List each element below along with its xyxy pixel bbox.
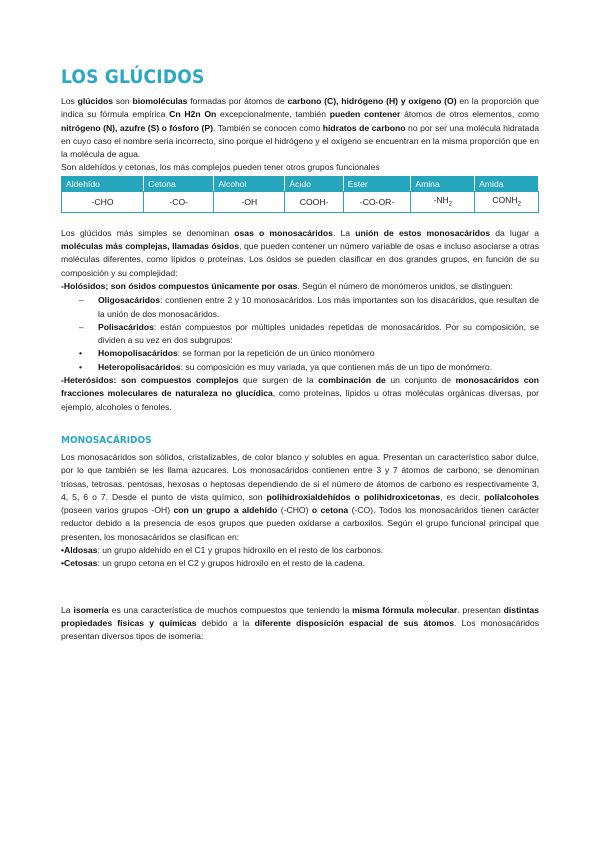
list-item	[98, 294, 539, 321]
bold-text: moléculas más complejas, llamadas ósidos	[61, 241, 240, 252]
osas-paragraph	[61, 227, 539, 280]
table-header-row	[62, 176, 539, 191]
text: es una característica de muchos compuestos que teniendo la	[108, 604, 353, 615]
text: átomos de otros elementos, como	[400, 109, 539, 120]
table-header: Alcohol	[214, 176, 285, 191]
text: que surgen de la	[238, 375, 319, 386]
table-header: Ácido	[285, 176, 343, 191]
text: Los	[61, 96, 78, 106]
text: : se forman por la repetición de un único monómero	[177, 348, 375, 359]
text: : su composición es muy variada, ya que contienen más de un tipo de monómero.	[180, 361, 493, 372]
cell-text: CONH	[492, 195, 518, 206]
bold-text: nitrógeno (N), azufre (S) o fósforo (P)	[61, 122, 213, 133]
text: , como proteínas, lípidos u otras moléculas orgánicas diversas, por ejemplo, alcoholes o fenoles.	[61, 388, 539, 412]
isomeria-paragraph	[61, 604, 539, 644]
table-cell: -CHO	[62, 191, 144, 212]
heterosidos-paragraph	[61, 374, 539, 414]
table-header: Aldehído	[62, 176, 144, 191]
text: : están compuestos por múltiples unidades repetidas de monosacáridos. Por su composición, se dividen a su vez en dos subgrupos:	[98, 321, 539, 346]
text: : un grupo aldehido en el C1 y grupos hidroxilo en el resto de los carbonos.	[97, 545, 384, 556]
text: (poseen varios grupos -OH)	[61, 505, 174, 516]
text: da lugar a	[490, 227, 539, 238]
bold-text: diferente disposición espacial de sus átomos	[254, 617, 455, 628]
bold-text: glúcidos	[77, 96, 114, 106]
table-header: Amina	[411, 176, 475, 191]
list-item	[98, 347, 539, 360]
monosacaridos-paragraph	[61, 451, 539, 544]
text: (-CHO)	[277, 505, 312, 516]
text: excepcionalmente, también	[216, 109, 330, 120]
polysaccharide-list	[61, 294, 539, 374]
table-header: Cetona	[144, 176, 214, 191]
cetosas-line	[61, 557, 539, 570]
table-header: Amida	[475, 176, 539, 191]
text: son	[113, 96, 133, 106]
text: . Los monosacáridos presentan diversos tipos de isomeria:	[61, 617, 539, 642]
cell-text: -NH	[433, 195, 449, 206]
text: no por ser una molécula hidratada en cuyo caso el nombre seria incorrecto, sino porque el hidrógeno y el oxígeno se encuentran en la misma proporción que en la molécula de agua.	[61, 122, 540, 160]
bold-text: con un grupo a aldehído	[173, 505, 278, 516]
bold-text: -Heterósidos: son compuestos complejos	[61, 375, 239, 386]
bold-text: pueden contener	[329, 109, 401, 120]
bold-text: unión de estos monosacáridos	[355, 227, 491, 238]
text: : un grupo cetona en el C2 y grupos hidroxilo en el resto de la cadena.	[97, 558, 365, 569]
table-cell: -CO-	[144, 191, 214, 212]
section-title: MONOSACÁRIDOS	[61, 434, 152, 446]
aldosas-line	[61, 544, 539, 557]
page-title: LOS GLÚCIDOS	[61, 66, 205, 88]
bold-text: biomoléculas	[132, 96, 188, 106]
bold-text: isomería	[73, 604, 109, 615]
bold-text: osas o monosacáridos	[234, 227, 333, 238]
text: : contienen entre 2 y 10 monosacáridos. Los más importantes son los disacáridos, que resultan de la unión de dos monosacáridos.	[98, 295, 539, 319]
table-cell: COOH-	[285, 191, 343, 212]
text: en la proporción que indica su fórmula empírica	[61, 96, 540, 120]
holosidos-paragraph	[61, 280, 539, 293]
bold-text: o cetona	[311, 505, 349, 516]
bold-text: Polisacáridos	[98, 321, 154, 332]
bold-text: •Aldosas	[61, 545, 98, 556]
text: , que pueden contener un número variable de osas e incluso asociarse a otras moléculas diferentes, como lípidos o proteínas. Los ósidos se pueden clasificar en dos grandes grupos, en función de su composición y su complejidad:	[61, 241, 539, 278]
bold-text: carbono (C), hidrógeno (H) y oxígeno (O)	[287, 96, 457, 106]
table-cell	[475, 191, 539, 212]
bold-text: monosacáridos con fracciones moleculares de naturaleza no glucídica	[61, 375, 539, 399]
document-page	[61, 66, 539, 644]
bold-text: hidratos de carbono	[322, 122, 406, 133]
list-item	[98, 321, 539, 348]
text: (-CO). Todos los monosacáridos tienen carácter reductor debido a la presencia de esos grupos que pueden oxidarse a carboxilos. Según el grupo funcional principal que presenten, los monosacáridos se clasifican en:	[61, 505, 540, 542]
text: formadas por átomos de	[187, 96, 288, 106]
text: un conjunto de	[385, 375, 456, 386]
subscript: 2	[448, 202, 453, 209]
text: . Según el número de monómeros unidos, se distinguen:	[297, 280, 513, 291]
bold-text: polialcoholes	[484, 491, 540, 502]
bold-text: Oligosacáridos	[98, 295, 161, 306]
formula-text: Cn H2n On	[169, 109, 217, 120]
subscript: 2	[517, 202, 521, 209]
list-item	[98, 361, 539, 374]
table-cell	[411, 191, 475, 212]
bold-text: Homopolisacáridos	[98, 348, 178, 359]
bold-text: misma fórmula molecular	[352, 604, 458, 615]
text: Los monosacáridos son sólidos, cristalizables, de color blanco y solubles en agua. Presentan un característico sabor dulce, por lo que también se les llama azucares. Los monosacáridos contienen entre 3 y 7 átomos de carbono; se denominan triosas, tetrosas. pentosas, hexosas o heptosas dependiendo de si el número de átomos de carbono es respectivamente 3, 4, 5, 6 o 7. Desde el punto de vista químico, son	[61, 451, 539, 502]
bold-text: distintas propiedades físicas y químicas	[61, 604, 539, 628]
text: La	[61, 604, 74, 615]
table-header: Ester	[343, 176, 411, 191]
bold-text: polihidroxialdehídos o polihidroxicetonas	[266, 491, 441, 502]
bold-text: combinación de	[318, 375, 386, 386]
table-cell: -OH	[214, 191, 285, 212]
table-caption: Son aldehídos y cetonas, los más complejos pueden tener otros grupos funcionales	[61, 162, 380, 173]
text: . presentan	[457, 604, 504, 615]
text: . También se conocen como	[212, 122, 323, 133]
bold-text: -Holósidos; son ósidos compuestos únicamente por osas	[61, 280, 298, 291]
table-cell: -CO-OR-	[343, 191, 411, 212]
text: debido a la	[196, 617, 255, 628]
text: , es decir,	[440, 491, 485, 502]
bold-text: •Cetosas	[61, 558, 98, 569]
table-row	[62, 191, 539, 212]
intro-paragraph	[61, 95, 539, 161]
functional-groups-table	[61, 176, 539, 213]
text: . La	[332, 227, 356, 238]
bold-text: Heteropolisacáridos	[98, 361, 181, 372]
text: Los glúcidos más simples se denominan	[61, 227, 235, 238]
